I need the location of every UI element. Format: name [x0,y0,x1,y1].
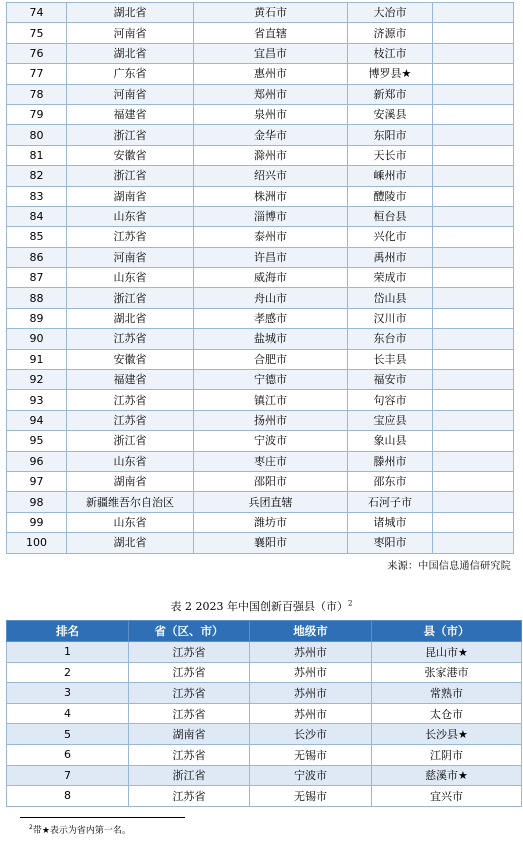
prefecture-cell: 宜昌市 [194,43,348,63]
province-cell: 湖北省 [67,43,194,63]
table2-header-row [7,621,522,642]
county-cell: 宜兴市 [372,786,522,807]
footnote-mark: 2 [29,824,33,831]
source-note: 来源：中国信息通信研究院 [387,561,511,572]
prefecture-cell: 无锡市 [250,786,372,807]
header-county: 县（市） [372,621,522,642]
province-cell: 浙江省 [67,166,194,186]
table-row [7,125,514,145]
table-row [7,308,514,328]
blank-cell [433,329,514,349]
county-cell: 常熟市 [372,683,522,704]
county-cell: 句容市 [348,390,433,410]
province-cell: 浙江省 [67,431,194,451]
header-province: 省（区、市） [129,621,250,642]
table-row [7,349,514,369]
rank-cell: 78 [7,84,67,104]
blank-cell [433,288,514,308]
prefecture-cell: 绍兴市 [194,166,348,186]
blank-cell [433,145,514,165]
prefecture-cell: 苏州市 [250,683,372,704]
province-cell: 广东省 [67,64,194,84]
table2-title-text: 表 2 2023 年中国创新百强县（市） [170,600,348,613]
province-cell: 河南省 [67,247,194,267]
table-row [7,765,522,786]
prefecture-cell: 惠州市 [194,64,348,84]
rank-cell: 7 [7,765,129,786]
table-row [7,64,514,84]
province-cell: 湖南省 [67,186,194,206]
table-row [7,3,514,23]
table-row [7,786,522,807]
province-cell: 江苏省 [67,329,194,349]
footnote [29,823,131,836]
table-row [7,166,514,186]
prefecture-cell: 威海市 [194,268,348,288]
province-cell: 新疆维吾尔自治区 [67,492,194,512]
county-cell: 荣成市 [348,268,433,288]
province-cell: 山东省 [67,451,194,471]
county-cell: 安溪县 [348,104,433,124]
prefecture-cell: 宁波市 [194,431,348,451]
rank-cell: 93 [7,390,67,410]
prefecture-cell: 黄石市 [194,3,348,23]
prefecture-cell: 邵阳市 [194,471,348,491]
blank-cell [433,370,514,390]
prefecture-cell: 潍坊市 [194,512,348,532]
province-cell: 浙江省 [67,125,194,145]
rank-cell: 8 [7,786,129,807]
county-cell: 诸城市 [348,512,433,532]
province-cell: 湖南省 [67,471,194,491]
province-cell: 江苏省 [129,703,250,724]
county-cell: 福安市 [348,370,433,390]
county-cell: 长丰县 [348,349,433,369]
county-cell: 岱山县 [348,288,433,308]
county-cell: 江阴市 [372,744,522,765]
table-row [7,451,514,471]
rank-cell: 6 [7,744,129,765]
header-prefecture-city: 地级市 [250,621,372,642]
table-row [7,370,514,390]
rank-cell: 3 [7,683,129,704]
ranking-table-2023 [6,620,522,807]
province-cell: 江苏省 [129,642,250,663]
table-row [7,227,514,247]
table-row [7,512,514,532]
prefecture-cell: 襄阳市 [194,533,348,553]
footnote-divider [20,817,185,818]
rank-cell: 4 [7,703,129,724]
rank-cell: 86 [7,247,67,267]
prefecture-cell: 无锡市 [250,744,372,765]
rank-cell: 98 [7,492,67,512]
prefecture-cell: 合肥市 [194,349,348,369]
prefecture-cell: 苏州市 [250,703,372,724]
province-cell: 浙江省 [67,288,194,308]
blank-cell [433,390,514,410]
prefecture-cell: 金华市 [194,125,348,145]
rank-cell: 85 [7,227,67,247]
county-cell: 长沙县★ [372,724,522,745]
province-cell: 安徽省 [67,145,194,165]
prefecture-cell: 泰州市 [194,227,348,247]
table-row [7,471,514,491]
county-cell: 太仓市 [372,703,522,724]
province-cell: 山东省 [67,206,194,226]
province-cell: 江苏省 [67,227,194,247]
province-cell: 福建省 [67,370,194,390]
rank-cell: 99 [7,512,67,532]
table-row [7,288,514,308]
rank-cell: 1 [7,642,129,663]
rank-cell: 88 [7,288,67,308]
rank-cell: 92 [7,370,67,390]
county-cell: 兴化市 [348,227,433,247]
province-cell: 江苏省 [129,683,250,704]
county-cell: 嵊州市 [348,166,433,186]
blank-cell [433,410,514,430]
blank-cell [433,64,514,84]
province-cell: 河南省 [67,23,194,43]
blank-cell [433,23,514,43]
province-cell: 山东省 [67,512,194,532]
rank-cell: 77 [7,64,67,84]
prefecture-cell: 孝感市 [194,308,348,328]
county-cell: 石河子市 [348,492,433,512]
table-row [7,206,514,226]
rank-cell: 89 [7,308,67,328]
rank-cell: 96 [7,451,67,471]
table-row [7,145,514,165]
prefecture-cell: 苏州市 [250,662,372,683]
blank-cell [433,247,514,267]
blank-cell [433,186,514,206]
blank-cell [433,451,514,471]
county-cell: 枝江市 [348,43,433,63]
prefecture-cell: 泉州市 [194,104,348,124]
county-cell: 新郑市 [348,84,433,104]
blank-cell [433,84,514,104]
blank-cell [433,166,514,186]
county-cell: 枣阳市 [348,533,433,553]
county-cell: 汉川市 [348,308,433,328]
blank-cell [433,3,514,23]
rank-cell: 87 [7,268,67,288]
prefecture-cell: 郑州市 [194,84,348,104]
county-cell: 象山县 [348,431,433,451]
table-row [7,186,514,206]
county-cell: 桓台县 [348,206,433,226]
rank-cell: 2 [7,662,129,683]
county-cell: 邵东市 [348,471,433,491]
table2-footnote-ref: 2 [348,599,353,608]
rank-cell: 94 [7,410,67,430]
province-cell: 福建省 [67,104,194,124]
county-cell: 慈溪市★ [372,765,522,786]
rank-cell: 75 [7,23,67,43]
rank-cell: 91 [7,349,67,369]
county-cell: 滕州市 [348,451,433,471]
county-cell: 禹州市 [348,247,433,267]
prefecture-cell: 兵团直辖 [194,492,348,512]
province-cell: 湖北省 [67,308,194,328]
prefecture-cell: 滁州市 [194,145,348,165]
prefecture-cell: 舟山市 [194,288,348,308]
prefecture-cell: 苏州市 [250,642,372,663]
province-cell: 湖北省 [67,3,194,23]
province-cell: 江苏省 [129,786,250,807]
blank-cell [433,206,514,226]
blank-cell [433,227,514,247]
rank-cell: 80 [7,125,67,145]
province-cell: 湖南省 [129,724,250,745]
header-rank: 排名 [7,621,129,642]
rank-cell: 5 [7,724,129,745]
province-cell: 江苏省 [129,744,250,765]
table-row [7,642,522,663]
table-row [7,268,514,288]
blank-cell [433,492,514,512]
prefecture-cell: 许昌市 [194,247,348,267]
table-row [7,724,522,745]
province-cell: 江苏省 [129,662,250,683]
prefecture-cell: 宁德市 [194,370,348,390]
rank-cell: 79 [7,104,67,124]
rank-cell: 83 [7,186,67,206]
county-cell: 张家港市 [372,662,522,683]
blank-cell [433,125,514,145]
prefecture-cell: 淄博市 [194,206,348,226]
footnote-text: 带★表示为省内第一名。 [32,826,131,836]
rank-cell: 74 [7,3,67,23]
blank-cell [433,349,514,369]
rank-cell: 82 [7,166,67,186]
county-cell: 天长市 [348,145,433,165]
prefecture-cell: 省直辖 [194,23,348,43]
prefecture-cell: 枣庄市 [194,451,348,471]
county-cell: 醴陵市 [348,186,433,206]
province-cell: 湖北省 [67,533,194,553]
ranking-table-continued [6,2,514,554]
county-cell: 东台市 [348,329,433,349]
province-cell: 江苏省 [67,410,194,430]
table-row [7,329,514,349]
table-row [7,84,514,104]
prefecture-cell: 长沙市 [250,724,372,745]
county-cell: 博罗县★ [348,64,433,84]
table-row [7,533,514,553]
table-row [7,492,514,512]
rank-cell: 95 [7,431,67,451]
rank-cell: 81 [7,145,67,165]
county-cell: 昆山市★ [372,642,522,663]
prefecture-cell: 镇江市 [194,390,348,410]
county-cell: 东阳市 [348,125,433,145]
table-row [7,104,514,124]
blank-cell [433,43,514,63]
blank-cell [433,533,514,553]
table-row [7,662,522,683]
rank-cell: 100 [7,533,67,553]
province-cell: 浙江省 [129,765,250,786]
table-row [7,431,514,451]
blank-cell [433,512,514,532]
province-cell: 山东省 [67,268,194,288]
blank-cell [433,268,514,288]
prefecture-cell: 盐城市 [194,329,348,349]
blank-cell [433,308,514,328]
blank-cell [433,431,514,451]
county-cell: 济源市 [348,23,433,43]
table-row [7,410,514,430]
county-cell: 大冶市 [348,3,433,23]
table-row [7,683,522,704]
table-row [7,390,514,410]
rank-cell: 97 [7,471,67,491]
prefecture-cell: 株洲市 [194,186,348,206]
province-cell: 江苏省 [67,390,194,410]
table-row [7,247,514,267]
prefecture-cell: 扬州市 [194,410,348,430]
table-row [7,703,522,724]
table2-title [0,598,523,614]
table-row [7,23,514,43]
blank-cell [433,471,514,491]
prefecture-cell: 宁波市 [250,765,372,786]
province-cell: 安徽省 [67,349,194,369]
blank-cell [433,104,514,124]
province-cell: 河南省 [67,84,194,104]
table-row [7,43,514,63]
rank-cell: 90 [7,329,67,349]
rank-cell: 84 [7,206,67,226]
rank-cell: 76 [7,43,67,63]
table-row [7,744,522,765]
county-cell: 宝应县 [348,410,433,430]
